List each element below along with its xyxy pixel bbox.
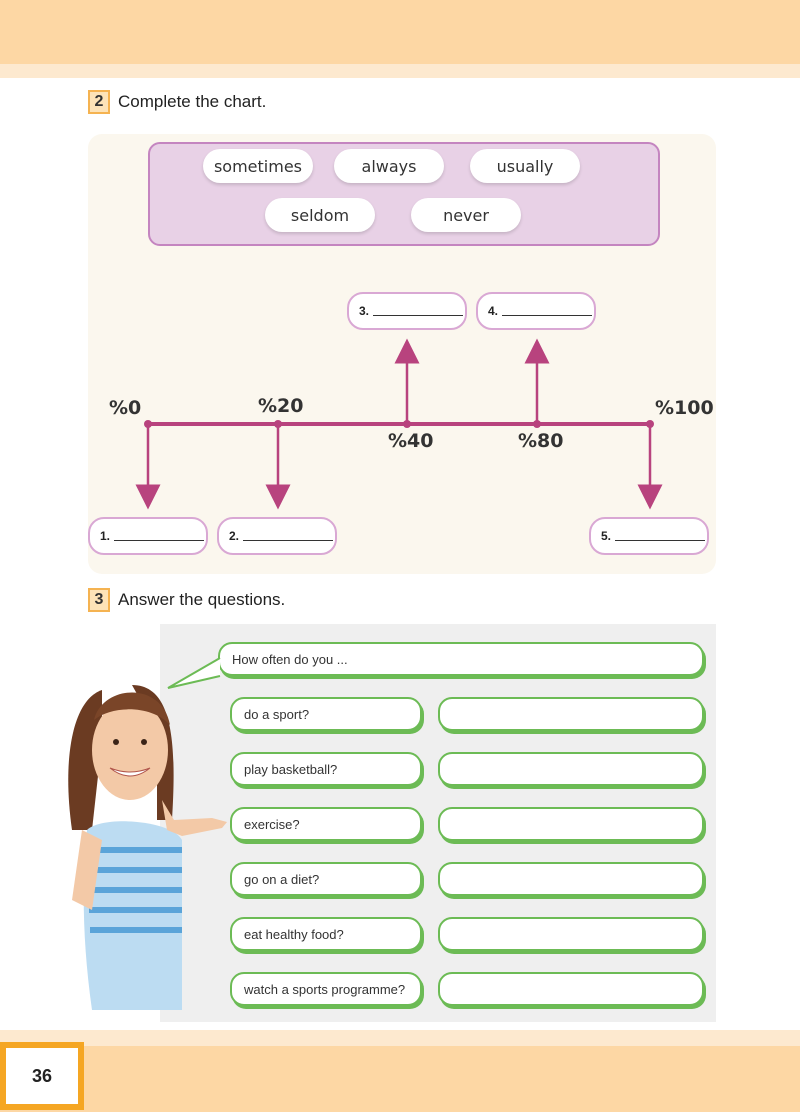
speech-tail [166, 650, 226, 690]
answer-field[interactable] [438, 862, 704, 896]
answer-field[interactable] [438, 972, 704, 1006]
percent-label: %0 [109, 397, 142, 419]
answer-field[interactable] [438, 752, 704, 786]
bottom-band-light [0, 1030, 800, 1046]
exercise-title: Complete the chart. [118, 92, 267, 111]
question-box: exercise? [230, 807, 422, 841]
percent-label: %100 [655, 397, 714, 419]
answer-number: 2. [229, 529, 240, 543]
word-chip[interactable]: never [411, 198, 521, 232]
answer-box-5[interactable] [589, 517, 709, 555]
exercise-number: 2 [88, 90, 110, 114]
answer-box-4[interactable] [476, 292, 596, 330]
exercise-title: Answer the questions. [118, 590, 286, 609]
answer-number: 5. [601, 529, 612, 543]
word-chip[interactable]: sometimes [203, 149, 313, 183]
answer-field[interactable] [438, 807, 704, 841]
speech-bubble: How often do you ... [218, 642, 704, 676]
question-box: eat healthy food? [230, 917, 422, 951]
answer-line [615, 531, 705, 541]
question-box: play basketball? [230, 752, 422, 786]
exercise-3-heading [88, 588, 285, 612]
answer-box-3[interactable] [347, 292, 467, 330]
answer-line [114, 531, 204, 541]
answer-number: 1. [100, 529, 111, 543]
word-chip[interactable]: seldom [265, 198, 375, 232]
answer-number: 4. [488, 304, 499, 318]
answer-field[interactable] [438, 917, 704, 951]
page-number-box [0, 1042, 84, 1110]
page-number: 36 [6, 1048, 78, 1104]
percent-label: %20 [258, 395, 304, 417]
answer-field[interactable] [438, 697, 704, 731]
question-box: watch a sports programme? [230, 972, 422, 1006]
girl-illustration [62, 680, 232, 1010]
exercise-number: 3 [88, 588, 110, 612]
answer-box-2[interactable] [217, 517, 337, 555]
percent-label: %80 [518, 430, 564, 452]
answer-number: 3. [359, 304, 370, 318]
top-band [0, 0, 800, 64]
percent-label: %40 [388, 430, 434, 452]
top-band-light [0, 64, 800, 78]
exercise-2-heading [88, 90, 266, 114]
answer-line [373, 306, 463, 316]
answer-line [243, 531, 333, 541]
question-box: go on a diet? [230, 862, 422, 896]
answer-line [502, 306, 592, 316]
question-box: do a sport? [230, 697, 422, 731]
word-chip[interactable]: usually [470, 149, 580, 183]
answer-box-1[interactable] [88, 517, 208, 555]
word-chip[interactable]: always [334, 149, 444, 183]
